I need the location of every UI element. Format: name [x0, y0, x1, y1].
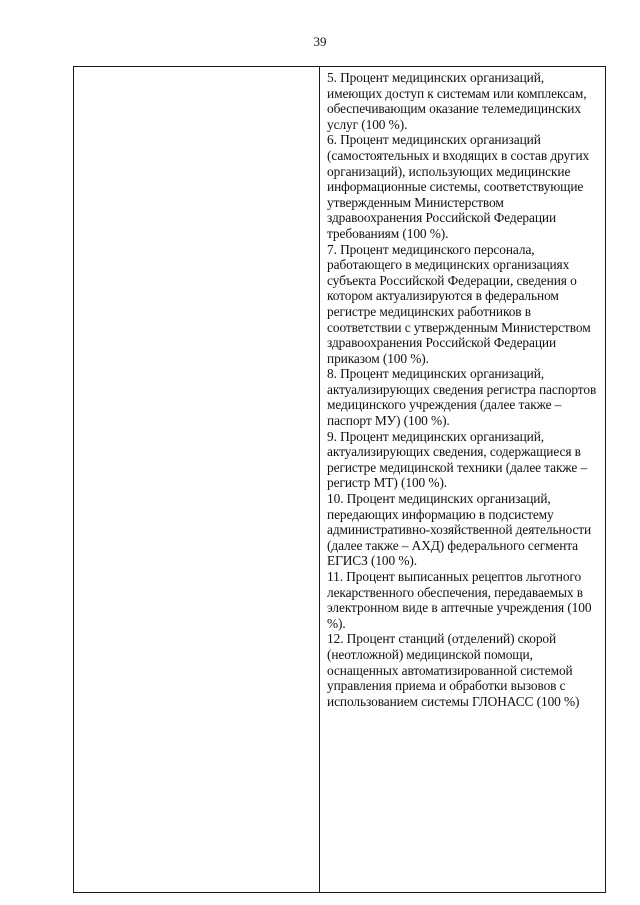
- indicators-table: [73, 66, 606, 893]
- indicator-list: [320, 67, 605, 709]
- indicator-item-5: 5. Процент медицинских организаций, имеющих доступ к системам или комплексам, обеспечивающим оказание телемедицинских услуг (100 %).: [327, 70, 587, 132]
- indicator-item-10: 10. Процент медицинских организаций, передающих информацию в подсистему административно-хозяйственной деятельности (далее также – АХД) федерального сегмента ЕГИСЗ (100 %).: [327, 491, 592, 569]
- left-cell: [74, 67, 320, 893]
- indicator-item-11: 11. Процент выписанных рецептов льготного лекарственного обеспечения, передаваемых в электронном виде в аптечные учреждения (100 %).: [327, 569, 592, 631]
- indicator-item-6: 6. Процент медицинских организаций (самостоятельных и входящих в состав других организаций), использующих медицинские информационные системы, соответствующие утвержденным Министерством здравоохранения Российской Федерации требованиям (100 %).: [327, 132, 590, 241]
- right-cell: [320, 67, 606, 893]
- table-row: [74, 67, 606, 893]
- indicator-item-9: 9. Процент медицинских организаций, актуализирующих сведения, содержащиеся в регистре медицинской техники (далее также – регистр МТ) (100 %).: [327, 428, 588, 491]
- page-number: 39: [313, 34, 327, 49]
- indicator-item-12: 12. Процент станций (отделений) скорой (неотложной) медицинской помощи, оснащенных автоматизированной системой управления приема и обработки вызовов с использованием системы ГЛОНАСС (100 %): [327, 631, 580, 709]
- indicator-item-8: 8. Процент медицинских организаций, актуализирующих сведения регистра паспортов медицинского учреждения (далее также – паспорт МУ) (100 %).: [327, 366, 597, 429]
- indicator-item-7: 7. Процент медицинского персонала, работающего в медицинских организациях субъекта Российской Федерации, сведения о котором актуализируются в федеральном регистре медицинских работников в соответствии с утвержденным Министерством здравоохранения Российской Федерации приказом (100 %).: [327, 241, 591, 366]
